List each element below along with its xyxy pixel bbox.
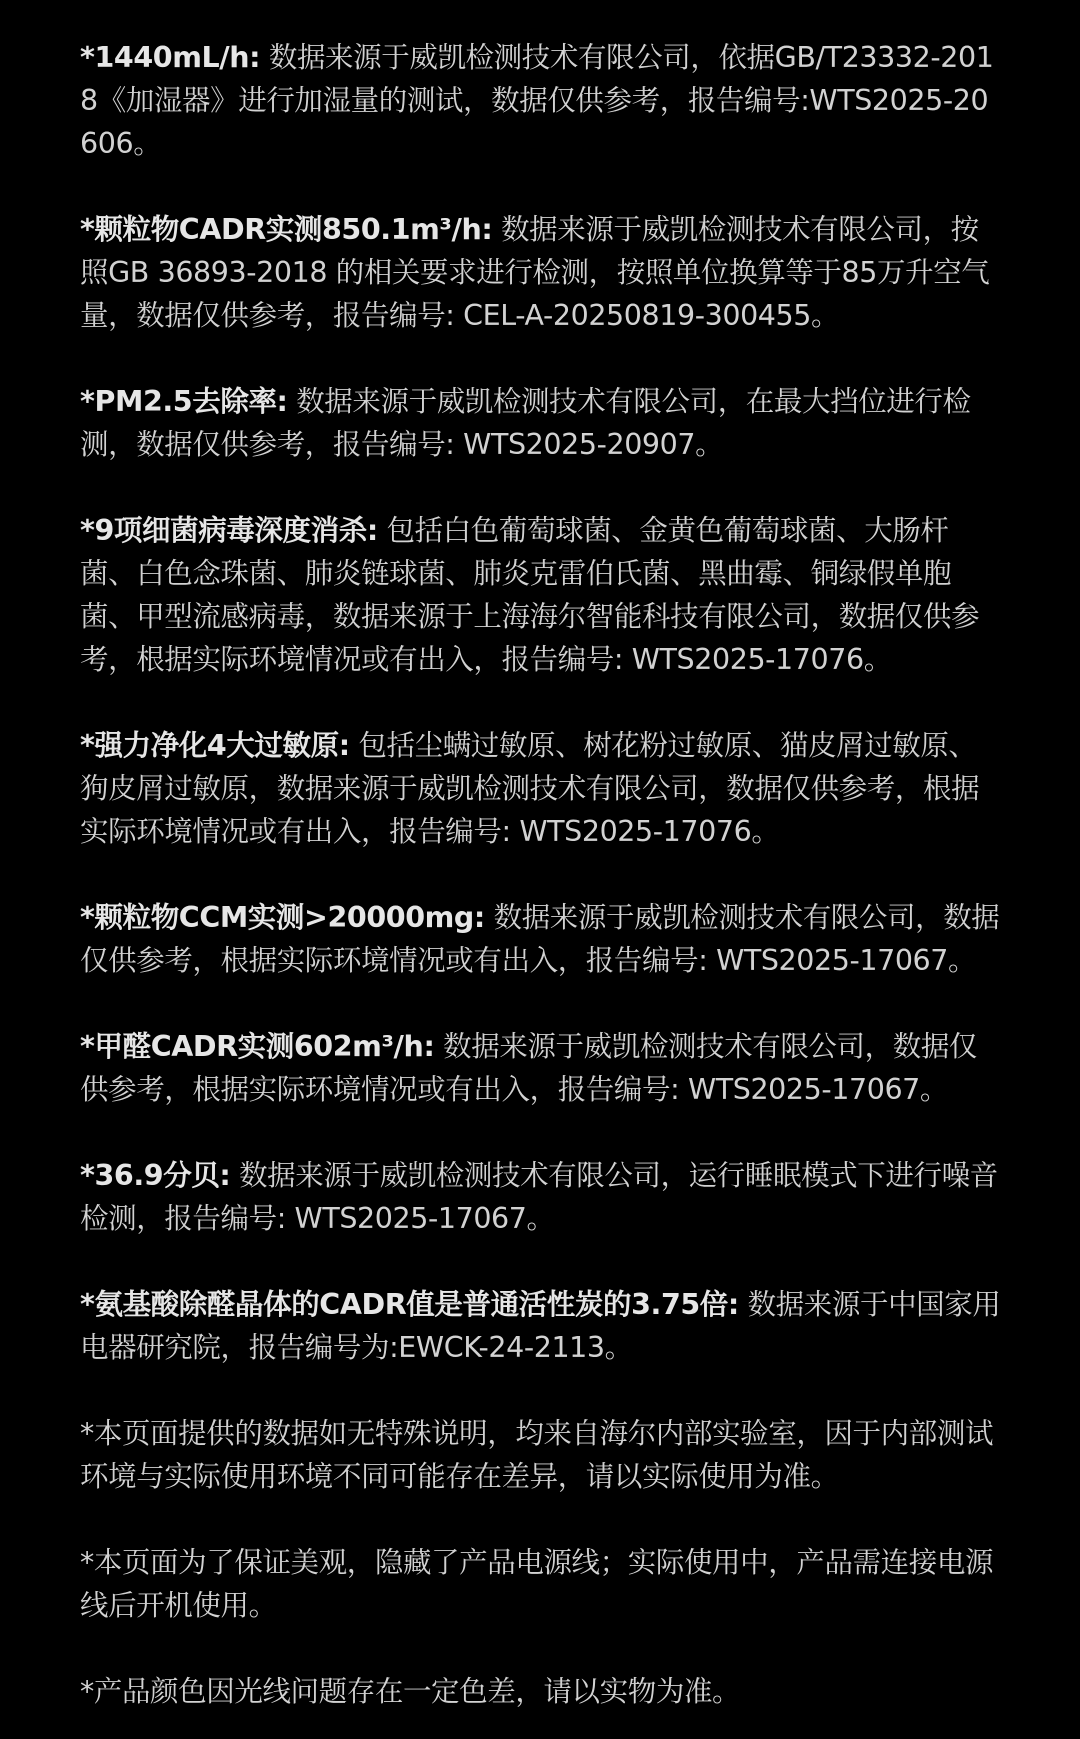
- note-body: *本页面为了保证美观，隐藏了产品电源线；实际使用中，产品需连接电源线后开机使用。: [80, 1546, 994, 1622]
- note-body: *本页面提供的数据如无特殊说明，均来自海尔内部实验室，因于内部测试环境与实际使用环境不同可能存在差异，请以实际使用为准。: [80, 1417, 994, 1493]
- note-power-cord: [80, 1541, 1002, 1627]
- note-humidification: [80, 36, 1002, 165]
- note-lead: *强力净化4大过敏原:: [80, 729, 350, 762]
- note-lead: *氨基酸除醛晶体的CADR值是普通活性炭的3.75倍:: [80, 1288, 739, 1321]
- note-lead: *PM2.5去除率:: [80, 385, 288, 418]
- note-body: *产品颜色因光线问题存在一定色差，请以实物为准。: [80, 1675, 741, 1708]
- note-body: 数据来源于威凯检测技术有限公司，运行睡眠模式下进行噪音检测，报告编号: WTS2025-17067。: [80, 1159, 998, 1235]
- note-lead: *9项细菌病毒深度消杀:: [80, 514, 378, 547]
- note-lead: *甲醛CADR实测602m³/h:: [80, 1030, 435, 1063]
- note-color-difference: [80, 1670, 1002, 1713]
- note-body: 数据来源于中国家用电器研究院，报告编号为:EWCK-24-2113。: [80, 1288, 1001, 1364]
- note-particle-ccm: [80, 896, 1002, 982]
- note-allergens: [80, 724, 1002, 853]
- note-body: 数据来源于威凯检测技术有限公司，依据GB/T23332-2018《加湿器》进行加湿量的测试，数据仅供参考，报告编号:WTS2025-20606。: [80, 41, 994, 160]
- note-lead: *颗粒物CCM实测>20000mg:: [80, 901, 485, 934]
- note-pm25-removal: [80, 380, 1002, 466]
- note-body: 数据来源于威凯检测技术有限公司，在最大挡位进行检测，数据仅供参考，报告编号: WTS2025-20907。: [80, 385, 971, 461]
- note-sterilization: [80, 509, 1002, 681]
- note-body: 包括白色葡萄球菌、金黄色葡萄球菌、大肠杆菌、白色念珠菌、肺炎链球菌、肺炎克雷伯氏菌、黑曲霉、铜绿假单胞菌、甲型流感病毒，数据来源于上海海尔智能科技有限公司，数据仅供参考，根据实际环境情况或有出入，报告编号: WTS2025-17076。: [80, 514, 980, 676]
- note-lead: *颗粒物CADR实测850.1m³/h:: [80, 213, 493, 246]
- note-body: 数据来源于威凯检测技术有限公司，按照GB 36893-2018 的相关要求进行检测，按照单位换算等于85万升空气量，数据仅供参考，报告编号: CEL-A-20250819-300455。: [80, 213, 990, 332]
- note-internal-lab: [80, 1412, 1002, 1498]
- note-body: 数据来源于威凯检测技术有限公司，数据仅供参考，根据实际环境情况或有出入，报告编号: WTS2025-17067。: [80, 1030, 978, 1106]
- note-amino-acid-crystal: [80, 1283, 1002, 1369]
- note-body: 数据来源于威凯检测技术有限公司，数据仅供参考，根据实际环境情况或有出入，报告编号: WTS2025-17067。: [80, 901, 1000, 977]
- note-formaldehyde-cadr: [80, 1025, 1002, 1111]
- note-noise: [80, 1154, 1002, 1240]
- note-lead: *1440mL/h:: [80, 41, 261, 74]
- note-particle-cadr: [80, 208, 1002, 337]
- note-body: 包括尘螨过敏原、树花粉过敏原、猫皮屑过敏原、狗皮屑过敏原，数据来源于威凯检测技术有限公司，数据仅供参考，根据实际环境情况或有出入，报告编号: WTS2025-17076。: [80, 729, 980, 848]
- note-lead: *36.9分贝:: [80, 1159, 231, 1192]
